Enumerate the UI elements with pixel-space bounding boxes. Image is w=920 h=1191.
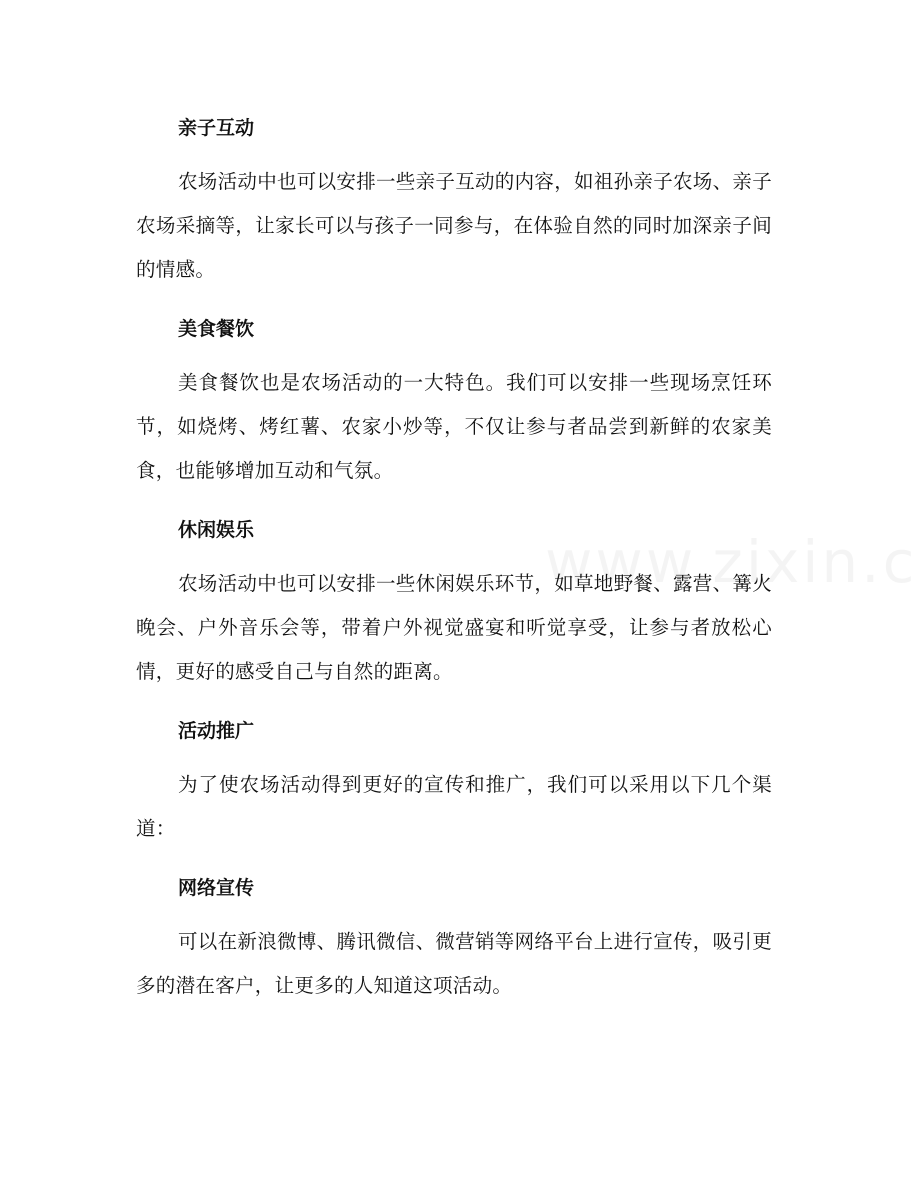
section-heading-online: 网络宣传 xyxy=(178,877,255,899)
section-heading-leisure: 休闲娱乐 xyxy=(178,519,255,541)
section-body-parent-child: 农场活动中也可以安排一些亲子互动的内容，如祖孙亲子农场、亲子农场采摘等，让家长可以与孩子一同参与，在体验自然的同时加深亲子间的情感。 xyxy=(136,170,773,281)
section-body-leisure: 农场活动中也可以安排一些休闲娱乐环节，如草地野餐、露营、篝火晚会、户外音乐会等，带着户外视觉盛宴和听觉享受，让参与者放松心情，更好的感受自己与自然的距离。 xyxy=(136,572,773,683)
section-body-promotion: 为了使农场活动得到更好的宣传和推广，我们可以采用以下几个渠道： xyxy=(136,773,772,840)
section-heading-food: 美食餐饮 xyxy=(178,318,255,340)
section-body-online: 可以在新浪微博、腾讯微信、微营销等网络平台上进行宣传，吸引更多的潜在客户，让更多的人知道这项活动。 xyxy=(136,930,773,997)
watermark xyxy=(545,528,920,596)
section-body-food: 美食餐饮也是农场活动的一大特色。我们可以安排一些现场烹饪环节，如烧烤、烤红薯、农家小炒等，不仅让参与者品尝到新鲜的农家美食，也能够增加互动和气氛。 xyxy=(136,371,772,482)
section-heading-promotion: 活动推广 xyxy=(178,720,255,742)
section-heading-parent-child: 亲子互动 xyxy=(178,117,255,139)
